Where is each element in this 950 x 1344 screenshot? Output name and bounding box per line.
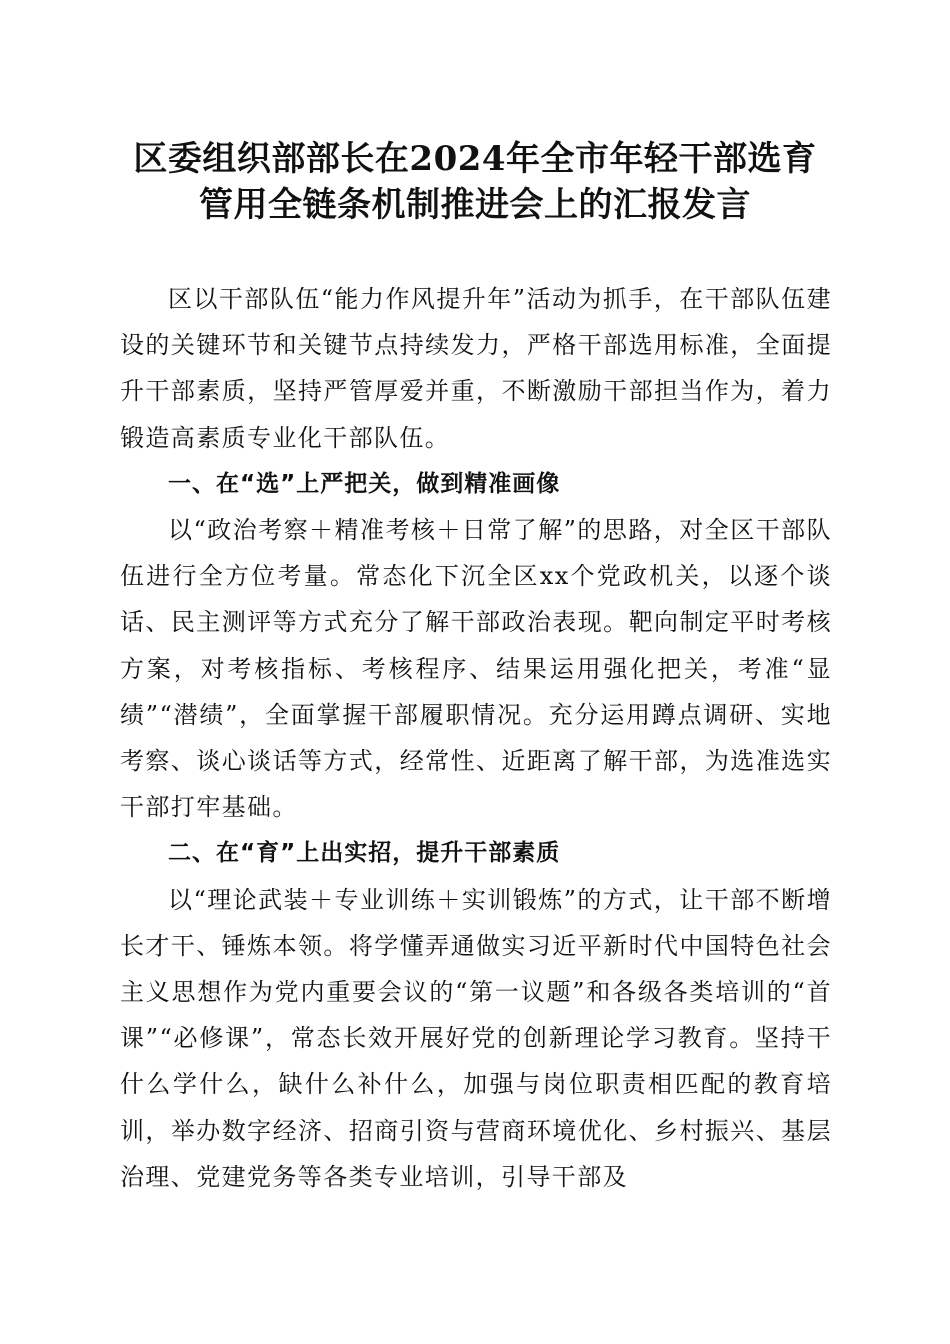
document-title	[100, 136, 850, 228]
section-1-heading: 一、在“选”上严把关，做到精准画像	[168, 470, 561, 497]
section-2-paragraph: 以“理论武装＋专业训练＋实训锻炼”的方式，让干部不断增长才干、锤炼本领。将学懂弄通做实习近平新时代中国特色社会主义思想作为党内重要会议的“第一议题”和各级各类培训的“首课”“必修课”，常态长效开展好党的创新理论学习教育。坚持干什么学什么，缺什么补什么，加强与岗位职责相匹配的教育培训，举办数字经济、招商引资与营商环境优化、乡村振兴、基层治理、党建党务等各类专业培训，引导干部及	[120, 885, 832, 1191]
title-line-2: 管用全链条机制推进会上的汇报发言	[199, 185, 751, 225]
title-line-1: 区委组织部部长在2024年全市年轻干部选育	[133, 139, 817, 179]
intro-paragraph: 区以干部队伍“能力作风提升年”活动为抓手，在干部队伍建设的关键环节和关键节点持续发力，严格干部选用标准，全面提升干部素质，坚持严管厚爱并重，不断激励干部担当作为，着力锻造高素质专业化干部队伍。	[120, 285, 832, 452]
document-body	[120, 276, 832, 1200]
section-2-heading: 二、在“育”上出实招，提升干部素质	[168, 840, 561, 867]
section-1-paragraph: 以“政治考察＋精准考核＋日常了解”的思路，对全区干部队伍进行全方位考量。常态化下沉全区xx个党政机关，以逐个谈话、民主测评等方式充分了解干部政治表现。靶向制定平时考核方案，对考核指标、考核程序、结果运用强化把关，考准“显绩”“潜绩”，全面掌握干部履职情况。充分运用蹲点调研、实地考察、谈心谈话等方式，经常性、近距离了解干部，为选准选实干部打牢基础。	[120, 516, 832, 822]
